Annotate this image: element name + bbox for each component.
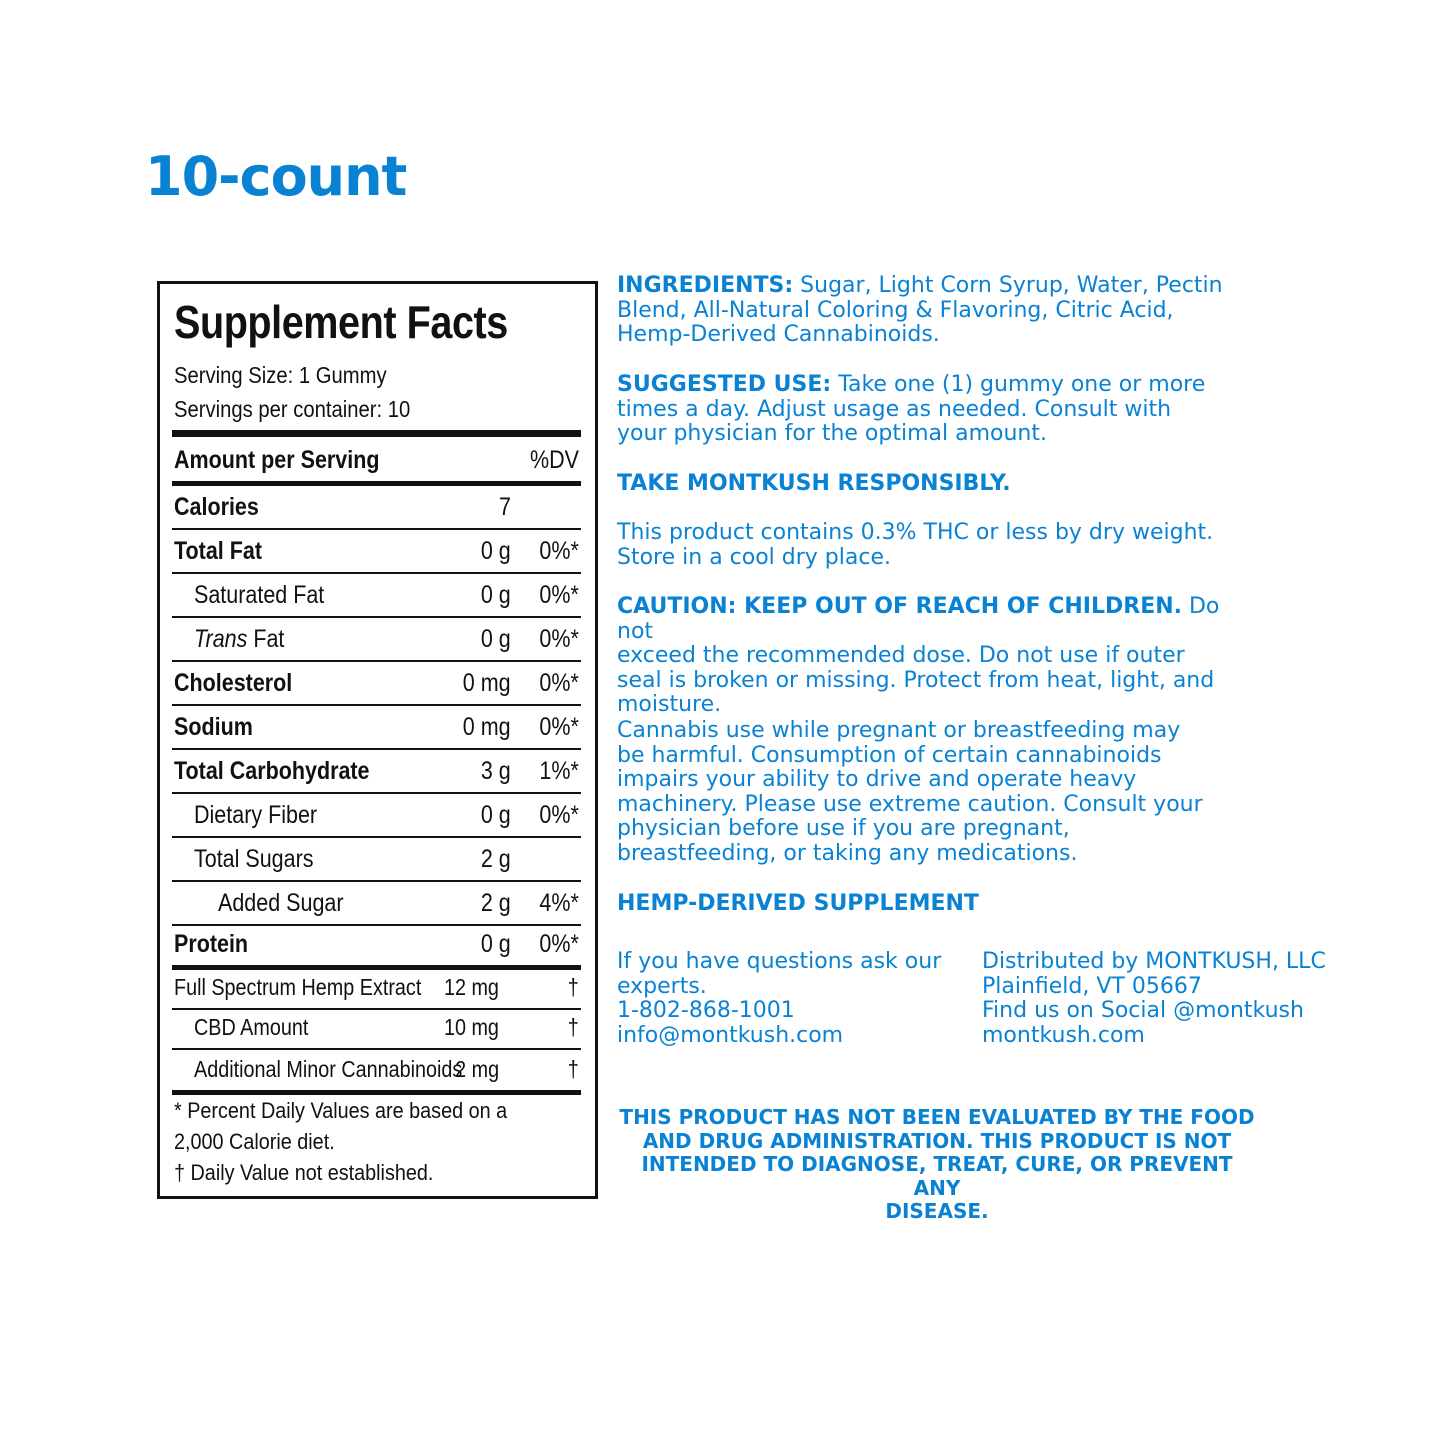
facts-row-calories — [172, 486, 581, 530]
servings-per-container: Servings per container: 10 — [174, 396, 411, 422]
nutrient-name — [194, 624, 284, 654]
facts-row-total-sugars — [172, 838, 581, 882]
nutrient-dv: 0%* — [539, 801, 579, 829]
nutrient-amount: 0 mg — [463, 713, 511, 741]
responsibly-heading: TAKE MONTKUSH RESPONSIBLY. — [617, 471, 1011, 496]
thc-paragraph: This product contains 0.3% THC or less by dry weight. Store in a cool dry place. — [617, 520, 1214, 570]
nutrient-dv: † — [567, 974, 579, 1000]
nutrient-amount: 0 g — [481, 930, 511, 958]
nutrient-dv: 0%* — [539, 930, 579, 958]
bottom-divider — [172, 1090, 581, 1095]
nutrient-amount: 0 g — [481, 625, 511, 653]
ingredients-text: Sugar, Light Corn Syrup, Water, Pectin Blend, All-Natural Coloring & Flavoring, Citric Acid, Hemp-Derived Cannabinoids. — [617, 273, 1223, 348]
contact-info: If you have questions ask our experts. 1-802-868-1001 info@montkush.com — [617, 949, 942, 1048]
facts-row-cholesterol — [172, 662, 581, 706]
nutrient-dv: 0%* — [539, 581, 579, 609]
caution-text: Do not exceed the recommended dose. Do not use if outer seal is broken or missing. Protect from heat, light, and moisture. — [617, 594, 1220, 718]
suggested-use-paragraph — [617, 373, 1257, 447]
nutrient-amount: 3 g — [481, 757, 511, 785]
nutrient-name: Total Fat — [174, 537, 262, 565]
ingredients-paragraph — [617, 274, 1257, 348]
facts-title: Supplement Facts — [174, 296, 508, 348]
nutrient-amount: 0 mg — [463, 669, 511, 697]
pregnancy-warning: Cannabis use while pregnant or breastfeeding may be harmful. Consumption of certain cannabinoids impairs your ability to drive and operate heavy machinery. Please use extreme caution. Consult your physician before use if you are pregnant, breastfeeding, or taking any medications. — [617, 718, 1203, 866]
suggested-use-text: Take one (1) gummy one or more times a day. Adjust usage as needed. Consult with your physician for the optimal amount. — [617, 372, 1206, 447]
serving-size: Serving Size: 1 Gummy — [174, 362, 387, 388]
distributor-info: Distributed by MONTKUSH, LLC Plainfield, VT 05667 Find us on Social @montkush montkush.com — [982, 949, 1326, 1048]
nutrient-dv: 0%* — [539, 669, 579, 697]
amount-header: Amount per Serving — [174, 446, 380, 474]
nutrient-name: Saturated Fat — [194, 581, 325, 609]
nutrient-name: Cholesterol — [174, 669, 293, 697]
nutrient-amount: 7 — [499, 493, 511, 521]
nutrient-name-italic: Trans — [194, 625, 248, 653]
nutrient-dv: 0%* — [539, 537, 579, 565]
facts-row-sodium — [172, 706, 581, 750]
nutrient-dv: 0%* — [539, 625, 579, 653]
dv-header: %DV — [530, 446, 579, 474]
nutrient-name: Additional Minor Cannabinoids — [194, 1056, 463, 1082]
nutrient-dv: 0%* — [539, 713, 579, 741]
nutrient-name: CBD Amount — [194, 1014, 309, 1040]
facts-row-dietary-fiber — [172, 794, 581, 838]
supplement-facts-panel — [157, 281, 598, 1199]
facts-row-hemp-extract — [172, 970, 581, 1010]
nutrient-dv: 1%* — [539, 757, 579, 785]
nutrient-dv: 4%* — [539, 889, 579, 917]
nutrient-name: Added Sugar — [218, 889, 344, 917]
nutrient-amount: 2 g — [481, 889, 511, 917]
nutrient-name: Total Carbohydrate — [174, 757, 370, 785]
nutrient-name: Dietary Fiber — [194, 801, 318, 829]
page-heading: 10-count — [145, 145, 407, 208]
nutrient-amount: 2 mg — [455, 1056, 499, 1082]
nutrient-name: Protein — [174, 930, 249, 958]
nutrient-amount: 0 g — [481, 801, 511, 829]
nutrient-dv: † — [567, 1014, 579, 1040]
nutrient-amount: 12 mg — [444, 974, 499, 1000]
facts-row-minor-cannabinoids — [172, 1050, 581, 1090]
amount-header-row — [172, 437, 581, 481]
nutrient-name-rest: Fat — [247, 625, 285, 653]
hemp-supplement-heading: HEMP-DERIVED SUPPLEMENT — [617, 891, 979, 916]
nutrient-name: Full Spectrum Hemp Extract — [174, 974, 422, 1000]
nutrient-name: Calories — [174, 493, 259, 521]
nutrient-amount: 10 mg — [444, 1014, 499, 1040]
nutrient-name: Sodium — [174, 713, 253, 741]
facts-row-saturated-fat — [172, 574, 581, 618]
nutrient-name: Total Sugars — [194, 845, 314, 873]
footnote-dv: * Percent Daily Values are based on a — [174, 1098, 508, 1123]
suggested-use-label: SUGGESTED USE: — [617, 372, 832, 397]
caution-label: CAUTION: KEEP OUT OF REACH OF CHILDREN. — [617, 594, 1182, 619]
facts-row-total-fat — [172, 530, 581, 574]
footnote-dagger: † Daily Value not established. — [174, 1160, 434, 1185]
facts-row-protein — [172, 926, 581, 970]
fda-disclaimer: THIS PRODUCT HAS NOT BEEN EVALUATED BY THE FOOD AND DRUG ADMINISTRATION. THIS PRODUCT IS NOT INTENDED TO DIAGNOSE, TREAT, CURE, OR PREVENT ANY DISEASE. — [619, 1105, 1255, 1223]
facts-row-trans-fat — [172, 618, 581, 662]
nutrient-amount: 0 g — [481, 537, 511, 565]
nutrient-amount: 0 g — [481, 581, 511, 609]
footnote-calorie: 2,000 Calorie diet. — [174, 1129, 335, 1154]
thick-divider — [172, 430, 581, 437]
facts-row-cbd-amount — [172, 1010, 581, 1050]
nutrient-amount: 2 g — [481, 845, 511, 873]
nutrient-dv: † — [567, 1056, 579, 1082]
caution-paragraph — [617, 595, 1257, 718]
ingredients-label: INGREDIENTS: — [617, 273, 794, 298]
facts-row-total-carbohydrate — [172, 750, 581, 794]
facts-row-added-sugar — [172, 882, 581, 926]
